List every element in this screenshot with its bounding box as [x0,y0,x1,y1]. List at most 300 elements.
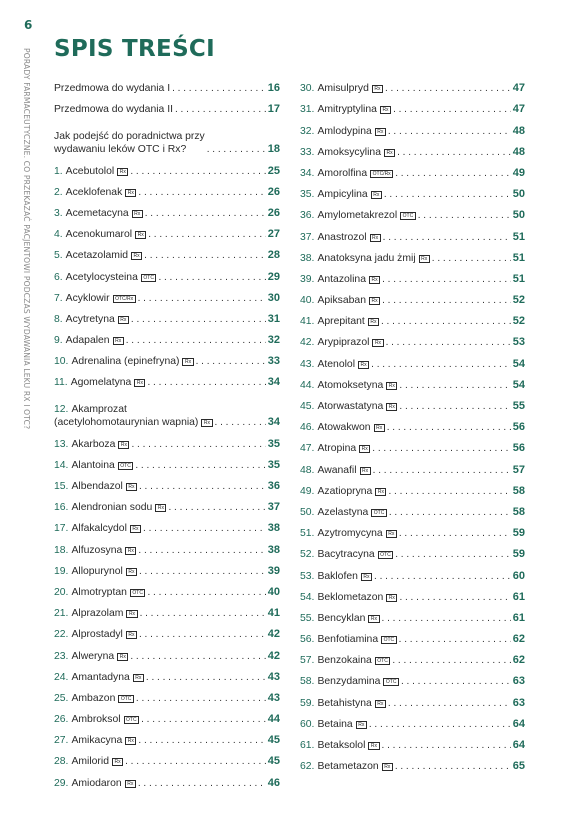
toc-entry-number: 33. [300,146,315,158]
toc-column-left [54,76,280,792]
availability-badge: Rx [113,337,124,345]
dot-leader [381,315,511,328]
toc-entry-number: 19. [54,565,69,577]
dot-leader [207,143,266,156]
toc-page-number: 59 [512,527,525,540]
toc-entry-number: 38. [300,252,315,264]
toc-page-number: 16 [267,82,280,95]
toc-page-number: 28 [267,249,280,262]
toc-page-number: 32 [267,334,280,347]
toc-entry-label [300,760,393,773]
toc-page-number: 25 [267,164,280,177]
toc-page-number: 35 [267,437,280,450]
toc-entry-label [300,273,380,286]
toc-entry[interactable] [54,307,280,328]
toc-entry[interactable] [54,728,280,749]
toc-entry[interactable] [300,76,525,97]
toc-entry-title: Azytromycyna [317,528,383,540]
toc-entry-title: Acyklowir [65,292,110,304]
toc-page-number: 17 [267,103,280,116]
toc-entry-label [300,591,397,604]
toc-entry-label [54,165,128,178]
toc-entry-label [300,379,397,392]
toc-entry[interactable] [300,563,525,584]
toc-entry-label [54,734,136,747]
toc-entry[interactable] [300,669,525,690]
toc-entry-number: 30. [300,83,315,95]
toc-page-number: 60 [512,569,525,582]
toc-entry[interactable] [300,690,525,711]
toc-entry-number: 4. [54,229,63,241]
dot-leader [125,755,266,768]
toc-entry-label [300,252,430,265]
toc-entry[interactable] [300,161,525,182]
toc-entry-title: Akamprozat [71,404,127,416]
toc-page-number: 54 [512,357,525,370]
toc-entry-title: Acemetacyna [65,207,129,219]
toc-entry[interactable] [300,754,525,775]
toc-entry[interactable] [300,733,525,754]
toc-entry-line [54,403,213,416]
toc-entry-label [54,103,173,116]
toc-page-number: 18 [267,143,280,156]
dot-leader [401,675,511,688]
availability-badge: Rx [368,318,379,326]
toc-entry-number: 2. [54,186,63,198]
toc-entry-number: 58. [300,676,315,688]
toc-entry-title: Almotryptan [71,586,127,598]
availability-badge: Rx [134,379,145,387]
toc-entry-number: 48. [300,464,315,476]
toc-entry-label [300,336,384,349]
availability-badge: Rx [117,653,128,661]
toc-entry[interactable] [300,415,525,436]
toc-entry-label [300,358,369,371]
toc-entry[interactable] [54,222,280,243]
toc-entry-number: 7. [54,292,63,304]
toc-entry[interactable] [300,97,525,118]
toc-entry[interactable] [300,627,525,648]
toc-entry-label [300,400,397,413]
toc-entry[interactable] [300,182,525,203]
toc-entry[interactable] [300,118,525,139]
toc-entry[interactable] [300,140,525,161]
availability-badge: Rx [358,361,369,369]
toc-entry[interactable] [54,243,280,264]
toc-entry-title: Apiksaban [317,295,366,307]
toc-entry[interactable] [54,516,280,537]
dot-leader [373,464,511,477]
toc-page-number: 39 [267,564,280,577]
dot-leader [138,186,265,199]
toc-page-number: 43 [267,691,280,704]
toc-entry-label [300,633,397,646]
dot-leader [139,628,266,641]
availability-badge: OTC [124,716,140,724]
toc-entry-title: Amiodaron [71,777,122,789]
toc-entry[interactable] [54,643,280,664]
availability-badge: Rx [374,424,385,432]
toc-entry-label [54,755,123,768]
toc-entry-label [300,485,386,498]
dot-leader [138,292,266,305]
dot-leader [382,739,511,752]
availability-badge: OTC [378,551,394,559]
dot-leader [392,654,510,667]
toc-entry[interactable] [54,158,280,179]
toc-entry-label [300,506,387,519]
toc-page-number: 53 [512,336,525,349]
toc-entry-title: Akarboza [71,438,116,450]
availability-badge: Rx [419,255,430,263]
toc-entry[interactable] [54,286,280,307]
toc-entry[interactable] [300,267,525,288]
toc-entry-title: Amisulpryd [317,83,369,95]
toc-page-number: 56 [512,442,525,455]
availability-badge: Rx [372,339,383,347]
availability-badge: Rx [368,742,379,750]
dot-leader [158,271,265,284]
toc-page-number: 27 [267,228,280,241]
toc-page-number: 38 [267,522,280,535]
toc-entry[interactable] [54,97,280,118]
toc-page-number: 51 [512,251,525,264]
toc-entry[interactable] [54,580,280,601]
toc-entry[interactable] [300,394,525,415]
toc-entry-number: 16. [54,502,69,514]
toc-entry-number: 26. [54,714,69,726]
toc-entry[interactable] [54,474,280,495]
toc-page-number: 59 [512,548,525,561]
toc-entry-number: 34. [300,167,315,179]
toc-entry-title: Aceklofenak [65,186,123,198]
availability-badge: Rx [155,504,166,512]
dot-leader [382,612,511,625]
availability-badge: Rx [126,483,137,491]
toc-entry[interactable] [54,370,280,391]
toc-entry[interactable] [300,436,525,457]
dot-leader [147,586,265,599]
availability-badge: Rx [356,721,367,729]
toc-entry[interactable] [54,559,280,580]
toc-entry-label [300,697,386,710]
toc-page-number: 45 [267,755,280,768]
toc-entry-title-cont: (acetylohomotaurynian wapnia) [54,417,199,429]
toc-entry-title: Acenokumarol [65,229,133,241]
dot-leader [141,713,266,726]
toc-page-number: 63 [512,675,525,688]
availability-badge: Rx [135,231,146,239]
toc-entry-title: Przedmowa do wydania II [54,104,173,116]
toc-entry-label [54,376,145,389]
toc-entry-label [54,292,136,305]
toc-entry[interactable] [54,431,280,452]
toc-page-number: 35 [267,458,280,471]
toc-page-number: 48 [512,145,525,158]
toc-entry-title: Acetylocysteina [65,271,138,283]
dot-leader [369,718,511,731]
toc-entry-number: 43. [300,358,315,370]
toc-entry-label [54,777,136,790]
toc-entry[interactable] [300,246,525,267]
toc-entry-number: 41. [300,316,315,328]
toc-entry[interactable] [54,328,280,349]
toc-entry[interactable] [300,330,525,351]
toc-entry-number: 44. [300,379,315,391]
toc-entry-number: 50. [300,506,315,518]
toc-page-number: 57 [512,463,525,476]
toc-entry-number: 59. [300,697,315,709]
toc-entry-label [300,570,372,583]
toc-entry-number: 31. [300,104,315,116]
availability-badge: Rx [371,191,382,199]
availability-badge: OTC [371,509,387,517]
toc-entry[interactable] [54,537,280,558]
dot-leader [143,522,266,535]
toc-entry[interactable] [300,457,525,478]
toc-entry[interactable] [300,309,525,330]
dot-leader [374,570,511,583]
toc-page-number: 41 [267,607,280,620]
dot-leader [382,273,511,286]
toc-entry[interactable] [54,180,280,201]
toc-column-right [300,76,525,775]
toc-entry[interactable] [54,686,280,707]
toc-entry-title: Arypiprazol [317,337,370,349]
toc-entry[interactable] [300,542,525,563]
availability-badge: Rx [130,525,141,533]
toc-entry-label [300,125,386,138]
toc-entry-title: Albendazol [71,481,123,492]
toc-page-number: 64 [512,739,525,751]
toc-entry[interactable] [54,76,280,97]
availability-badge: Rx [126,610,137,618]
toc-page-number: 62 [512,654,525,667]
toc-entry[interactable] [300,648,525,669]
toc-entry[interactable] [300,606,525,627]
toc-entry-label [54,207,143,220]
toc-entry-title: Awanafil [317,464,357,476]
availability-badge: Rx [369,297,380,305]
availability-badge: OTC [381,636,397,644]
dot-leader [385,82,511,95]
toc-entry-number: 56. [300,634,315,646]
dot-leader [399,527,511,540]
toc-entry-number: 9. [54,335,63,347]
availability-badge: Rx [112,758,123,766]
toc-entry-number: 47. [300,443,315,455]
toc-entry-title: Acebutolol [65,165,115,177]
availability-badge: OTC/Rx [113,295,136,303]
dot-leader [139,565,266,578]
toc-entry-title: Azelastyna [317,506,369,518]
toc-entry[interactable] [300,479,525,500]
toc-entry[interactable] [54,495,280,516]
toc-entry-number: 28. [54,756,69,768]
toc-entry-number: 54. [300,591,315,603]
dot-leader [138,544,265,557]
toc-entry-label [54,650,128,663]
toc-entry-title: Ambazon [71,692,116,704]
dot-leader [146,671,266,684]
availability-badge: Rx [126,631,137,639]
availability-badge: Rx [386,530,397,538]
toc-entry[interactable] [300,224,525,245]
dot-leader [175,103,266,116]
toc-page-number: 37 [267,501,280,514]
toc-entry-number: 37. [300,231,315,243]
availability-badge: OTC [141,274,157,282]
toc-entry-title: Agomelatyna [70,377,132,389]
availability-badge: Rx [380,106,391,114]
toc-entry[interactable] [54,665,280,686]
dot-leader [399,379,510,392]
toc-entry-label [54,271,156,284]
toc-entry-label [54,186,136,199]
toc-entry[interactable] [54,391,280,431]
toc-entry-title: Anastrozol [317,231,367,243]
toc-page-number: 50 [512,188,525,201]
toc-entry-number: 51. [300,528,315,540]
availability-badge: Rx [386,403,397,411]
toc-page-number: 30 [267,291,280,304]
toc-entry[interactable] [300,585,525,606]
dot-leader [145,207,266,220]
toc-entry-number: 46. [300,422,315,434]
toc-entry[interactable] [54,201,280,222]
toc-entry[interactable] [300,712,525,733]
toc-page-number: 36 [267,480,280,492]
availability-badge: Rx [125,547,136,555]
availability-badge: Rx [131,252,142,260]
toc-entry-label [300,167,393,180]
availability-badge: Rx [359,445,370,453]
toc-entry[interactable] [300,203,525,224]
toc-page-number: 47 [512,82,525,95]
toc-entry-label [54,313,129,326]
toc-page-number: 63 [512,696,525,709]
availability-badge: Rx [369,276,380,284]
dot-leader [387,421,511,434]
toc-page-number: 55 [512,400,525,412]
dot-leader [138,734,265,747]
toc-entry-label [300,294,380,307]
toc-entry-title: Amantadyna [71,671,130,683]
toc-entry[interactable] [54,264,280,285]
toc-entry[interactable] [54,453,280,474]
toc-entry-number: 23. [54,650,69,662]
toc-entry-number: 45. [300,401,315,412]
dot-leader [371,358,511,371]
dot-leader [139,480,266,493]
toc-entry-number: 40. [300,295,315,307]
toc-entry-title: Bacytracyna [317,549,375,561]
toc-page-number: 61 [512,611,525,624]
toc-entry-label [54,403,213,429]
availability-badge: Rx [386,594,397,602]
dot-leader [147,376,265,389]
toc-page-number: 44 [267,713,280,726]
toc-entry-title: Antazolina [317,273,366,285]
toc-entry-number: 36. [300,210,315,222]
toc-entry[interactable] [300,351,525,372]
toc-entry-title: Atropina [317,443,357,455]
availability-badge: Rx [125,780,136,788]
dot-leader [388,125,511,138]
toc-entry-title: Benfotiamina [317,634,379,646]
toc-entry-label [54,82,170,95]
toc-entry-label [300,209,416,222]
toc-entry-label [300,612,380,625]
toc-entry-number: 57. [300,655,315,667]
toc-entry-title: Amilorid [71,756,109,768]
toc-entry-title: Atomoksetyna [317,379,384,391]
toc-page-number: 33 [267,355,280,368]
toc-entry-title: Bencyklan [317,612,366,624]
toc-entry[interactable] [300,500,525,521]
toc-entry-number: 21. [54,608,69,620]
toc-entry[interactable] [300,288,525,309]
dot-leader [130,650,265,663]
toc-entry[interactable] [54,601,280,622]
toc-entry[interactable] [300,521,525,542]
toc-entry-number: 25. [54,692,69,704]
toc-entry[interactable] [54,749,280,770]
dot-leader [196,355,266,368]
toc-entry-title: Amlodypina [317,125,372,137]
toc-entry-title: Alprazolam [71,608,124,620]
toc-page-number: 61 [512,590,525,603]
availability-badge: Rx [375,128,386,136]
dot-leader [418,209,511,222]
toc-entry-title: Alprostadyl [71,629,123,641]
toc-entry[interactable] [54,770,280,791]
toc-entry-label [300,146,395,159]
availability-badge: Rx [375,700,386,708]
toc-entry-label [300,527,397,540]
availability-badge: Rx [386,382,397,390]
toc-entry[interactable] [54,349,280,370]
toc-page-number: 47 [512,103,525,116]
toc-entry-title: Ambroksol [71,714,121,726]
toc-entry[interactable] [54,707,280,728]
availability-badge: Rx [382,763,393,771]
availability-badge: Rx [118,316,129,324]
toc-page-number: 64 [512,717,525,730]
toc-entry[interactable] [54,118,280,158]
dot-leader [382,294,511,307]
toc-entry-title: Adapalen [65,335,110,347]
toc-entry-title: Benzydamina [317,676,381,688]
availability-badge: Rx [125,737,136,745]
page-title: SPIS TREŚCI [54,36,215,62]
toc-entry-title: Acetazolamid [65,250,129,262]
toc-entry[interactable] [300,373,525,394]
toc-page-number: 46 [267,776,280,789]
toc-page-number: 31 [267,312,280,325]
toc-entry-number: 15. [54,481,69,492]
toc-entry-label [54,480,137,493]
toc-entry-label [300,718,367,731]
toc-entry-label [54,565,137,578]
toc-entry[interactable] [54,622,280,643]
dot-leader [130,165,265,178]
toc-entry-title: Alendronian sodu [71,502,153,514]
toc-entry-label [54,628,137,641]
toc-entry-number: 12. [54,404,69,416]
toc-page-number: 50 [512,209,525,222]
toc-entry-number: 61. [300,740,315,751]
